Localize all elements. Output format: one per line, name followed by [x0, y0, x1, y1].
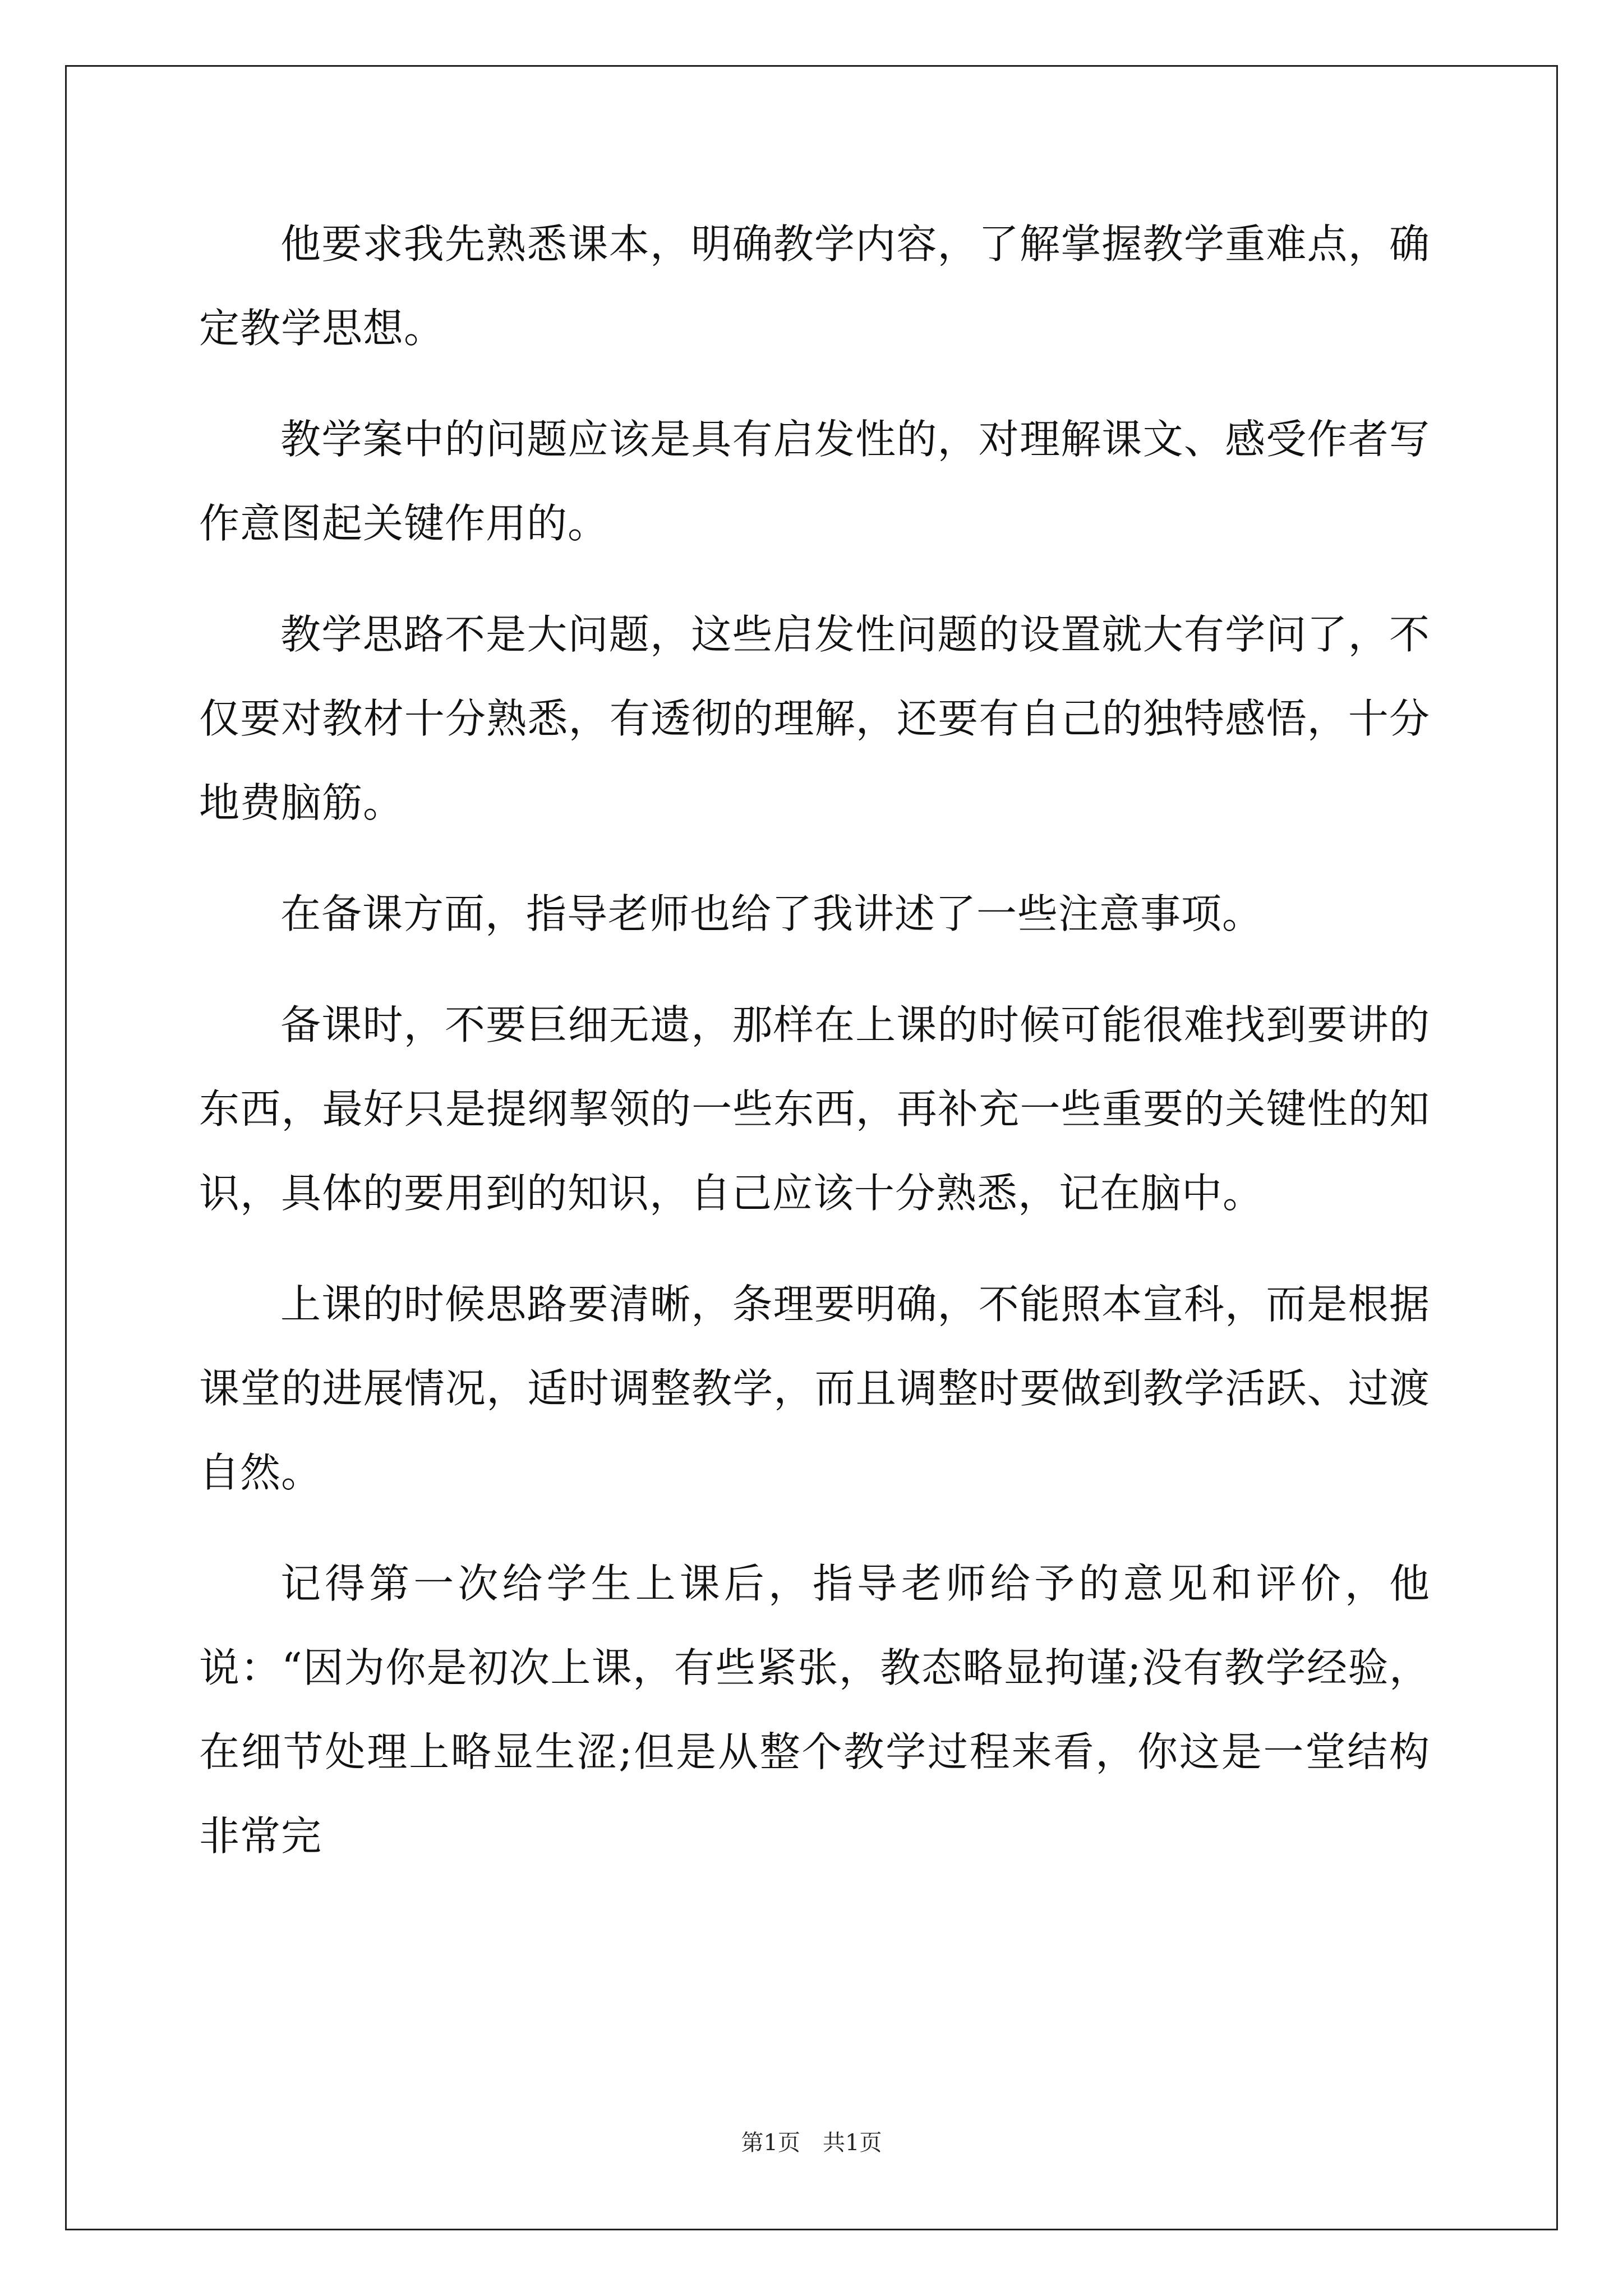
page-number-total: 共1页	[823, 2130, 882, 2156]
paragraph-4: 在备课方面，指导老师也给了我讲述了一些注意事项。	[280, 890, 1264, 937]
page-footer	[0, 2126, 1623, 2160]
paragraph-3: 教学思路不是大问题，这些启发性问题的设置就大有学问了，不仅要对教材十分熟悉，有透彻的理解，还要有自己的独特感悟，十分地费脑筋。	[199, 611, 1430, 826]
paragraph-2: 教学案中的问题应该是具有启发性的，对理解课文、感受作者写作意图起关键作用的。	[199, 416, 1430, 547]
paragraph-5: 备课时，不要巨细无遗，那样在上课的时候可能很难找到要讲的东西，最好只是提纲挈领的一些东西，再补充一些重要的关键性的知识，具体的要用到的知识，自己应该十分熟悉，记在脑中。	[199, 1001, 1430, 1217]
paragraph-6: 上课的时候思路要清晰，条理要明确，不能照本宣科，而是根据课堂的进展情况，适时调整教学，而且调整时要做到教学活跃、过渡自然。	[199, 1281, 1430, 1496]
paragraph-7: 记得第一次给学生上课后，指导老师给予的意见和评价，他说：“因为你是初次上课，有些紧张，教态略显拘谨;没有教学经验，在细节处理上略显生涩;但是从整个教学过程来看，你这是一堂结构非常完	[199, 1560, 1430, 1860]
paragraph-1: 他要求我先熟悉课本，明确教学内容，了解掌握教学重难点，确定教学思想。	[199, 220, 1430, 352]
document-body	[199, 202, 1430, 1905]
page-number-current: 第1页	[741, 2130, 800, 2156]
